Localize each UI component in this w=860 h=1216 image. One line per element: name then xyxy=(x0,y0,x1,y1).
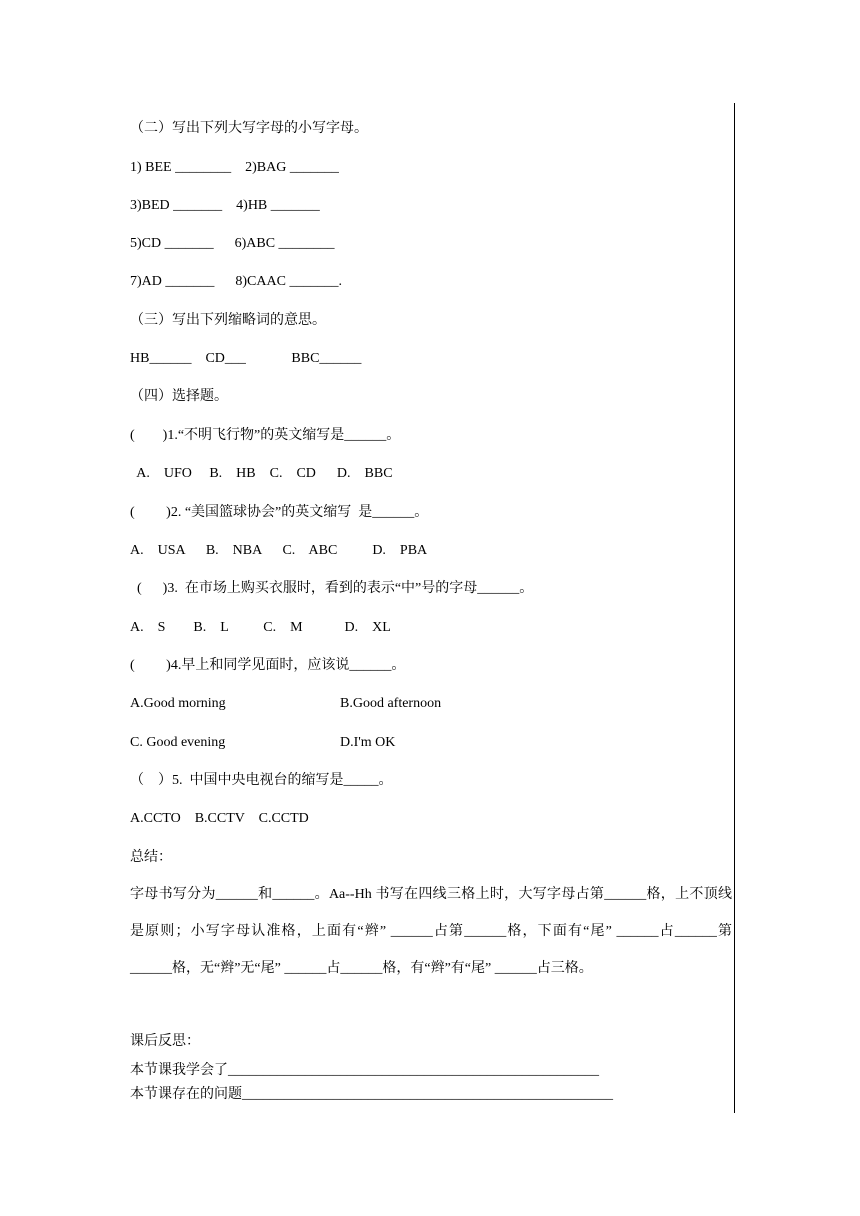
section2-row-1: 1) BEE ________ 2)BAG _______ xyxy=(130,160,339,175)
question-2-stem: ( )2. “美国篮球协会”的英文缩写 是______。 xyxy=(130,505,429,520)
table-border-right xyxy=(734,103,735,1113)
question-1-options: A. UFO B. HB C. CD D. BBC xyxy=(130,466,393,481)
section3-row: HB______ CD___ BBC______ xyxy=(130,351,362,366)
section2-heading: （二）写出下列大写字母的小写字母。 xyxy=(130,121,368,136)
section4-heading: （四）选择题。 xyxy=(130,389,228,404)
reflection-problems: 本节课存在的问题_____________________________________________________ xyxy=(130,1087,613,1102)
summary-heading: 总结： xyxy=(130,850,172,865)
question-4-option-c: C. Good evening xyxy=(130,735,226,750)
summary-paragraph: 字母书写分为______和______。Aa--Hh 书写在四线三格上时，大写字母占第______格，上不顶线是原则；小写字母认准格，上面有“辫” ______占第______格，下面有“尾” ______占______第______格，无“辫”无“尾” ______占______格，有“辫”有“尾” ______占三格。 xyxy=(130,887,732,976)
section2-row-2: 3)BED _______ 4)HB _______ xyxy=(130,198,320,213)
question-4-option-b: B.Good afternoon xyxy=(340,696,442,711)
section3-heading: （三）写出下列缩略词的意思。 xyxy=(130,313,326,328)
section2-row-3: 5)CD _______ 6)ABC ________ xyxy=(130,236,335,251)
section2-row-4: 7)AD _______ 8)CAAC _______. xyxy=(130,274,342,289)
question-4-option-a: A.Good morning xyxy=(130,696,226,711)
question-4-stem: ( )4.早上和同学见面时，应该说______。 xyxy=(130,658,406,673)
question-5-stem: （ ）5. 中国中央电视台的缩写是_____。 xyxy=(130,773,393,788)
question-3-stem: ( )3. 在市场上购买衣服时，看到的表示“中”号的字母______。 xyxy=(130,581,534,596)
question-3-options: A. S B. L C. M D. XL xyxy=(130,620,391,635)
question-5-options: A.CCTO B.CCTV C.CCTD xyxy=(130,811,309,826)
question-1-stem: ( )1.“不明飞行物”的英文缩写是______。 xyxy=(130,428,401,443)
question-2-options: A. USA B. NBA C. ABC D. PBA xyxy=(130,543,428,558)
reflection-learned: 本节课我学会了_____________________________________________________ xyxy=(130,1063,599,1078)
question-4-option-d: D.I'm OK xyxy=(340,735,396,750)
reflection-heading: 课后反思： xyxy=(130,1034,200,1049)
